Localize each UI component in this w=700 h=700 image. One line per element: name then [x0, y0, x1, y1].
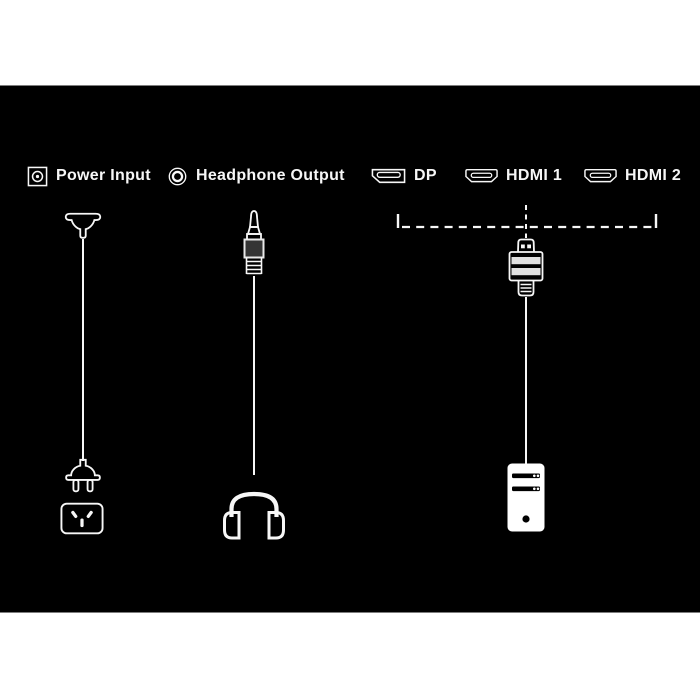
- legend-hdmi-2: [583, 164, 681, 188]
- power-cable: [82, 239, 84, 461]
- bottom-divider-line: [0, 612, 700, 613]
- legend-dp-label: DP: [414, 167, 437, 184]
- top-divider-line: [0, 85, 700, 86]
- dashed-group-bracket: [396, 204, 658, 238]
- audio-cable: [253, 276, 255, 475]
- headphones-icon: [220, 481, 288, 541]
- pc-tower-icon: [507, 463, 545, 532]
- legend-hdmi-2-label: HDMI 2: [625, 167, 682, 184]
- power-connector-plug-icon: [63, 211, 103, 241]
- wall-outlet-icon: [60, 502, 104, 535]
- legend-hdmi-1: [464, 164, 562, 188]
- legend-dp: [370, 164, 437, 188]
- two-prong-power-plug-icon: [61, 458, 105, 500]
- legend-headphone-output: [167, 164, 345, 188]
- audio-jack-3-5mm-icon: [240, 208, 268, 280]
- legend-hdmi-1-label: HDMI 1: [506, 167, 563, 184]
- legend-power-input: [27, 164, 151, 188]
- legend-headphone-output-label: Headphone Output: [196, 167, 345, 184]
- hdmi-port-icon: [583, 168, 618, 184]
- hdmi-port-icon: [464, 168, 499, 184]
- video-cable: [525, 297, 527, 464]
- power-socket-icon: [27, 166, 48, 187]
- displayport-icon: [370, 167, 407, 185]
- audio-jack-port-icon: [167, 166, 188, 187]
- hdmi-dp-cable-connector-icon: [506, 236, 546, 298]
- legend-power-input-label: Power Input: [56, 167, 151, 184]
